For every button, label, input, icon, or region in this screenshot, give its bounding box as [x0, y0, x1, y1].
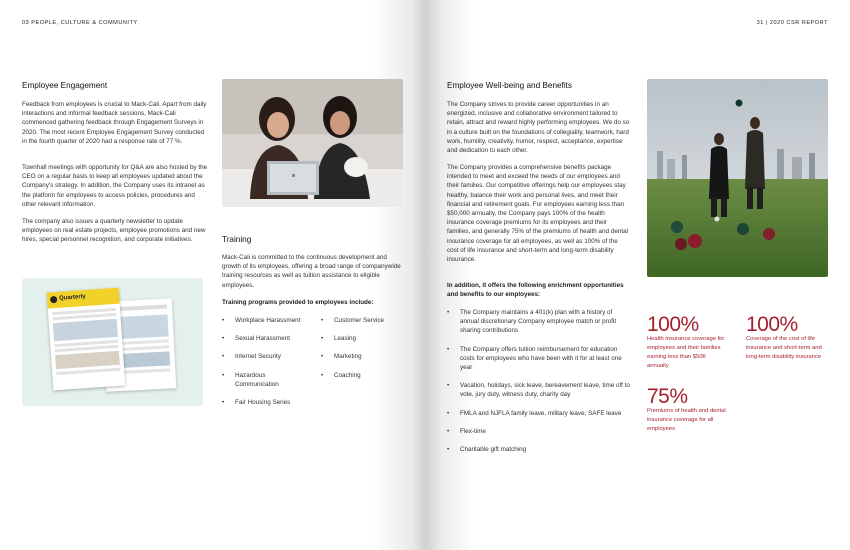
stat-value-3: 75% [647, 385, 688, 408]
list-item: • The Company offers tuition reimbursement for education costs for employees who have been with it for at least one year [447, 345, 631, 373]
page-number-header: 31 | 2020 CSR REPORT [756, 20, 828, 26]
right-page [425, 0, 850, 550]
wellbeing-paragraph-1: The Company strives to provide career opportunities in an energized, inclusive and collaborative environment tailored to retain, attract and reward highly performing employees. We do so in a culture built on the foundations of collegiality, teamwork, hard work, humility, creativity, humor, respect, acceptance, expertise and dedication to each other. [447, 101, 630, 155]
list-item: • Internet Security [222, 352, 314, 361]
wellbeing-title: Employee Well-being and Benefits [447, 81, 573, 90]
engagement-paragraph-3: The company also issues a quarterly newsletter to update employees on real estate projects, employee promotions and new hires, special personnel recognition, and corporate initiatives. [22, 218, 206, 244]
list-item: • The Company maintains a 401(k) plan with a history of annual discretionary Company employee match or profit sharing contributions [447, 308, 631, 336]
list-item: • Charitable gift matching [447, 445, 631, 454]
engagement-paragraph-1: Feedback from employees is crucial to Mack-Cali. Apart from daily interactions and informal feedback sessions, Mack-Cali commenced gathering feedback through Engagement Surveys in 2020. The most recent Employee Engagement Survey conducted in the fourth quarter of 2020 had a response rate of 77 %. [22, 101, 207, 145]
training-title: Training [222, 235, 252, 244]
training-list-col-1 [222, 316, 314, 416]
list-item: • Leasing [321, 334, 411, 343]
list-item: • Sexual Harassment [222, 334, 314, 343]
list-item: • Marketing [321, 352, 411, 361]
list-item: • Workplace Harassment [222, 316, 314, 325]
photo-rooftop-bocce [647, 79, 828, 277]
stat-value-1: 100% [647, 313, 699, 336]
stat-desc-3: Premiums of health and dental insurance coverage for all employees [647, 408, 726, 432]
benefits-list [447, 308, 631, 463]
engagement-paragraph-2: Townhall meetings with opportunity for Q&A are also hosted by the CEO on a regular basis to keep all employees updated about the Company's strategy. In addition, the Company uses its intranet as the platform for employees to access policies, procedures and other relevant information. [22, 164, 208, 208]
training-programs-heading: Training programs provided to employees include: [222, 299, 374, 306]
photo-colleagues-laptop-image [222, 79, 403, 207]
engagement-title: Employee Engagement [22, 81, 108, 90]
newsletter-title: Quarterly [58, 293, 86, 302]
list-item: • Fair Housing Series [222, 398, 314, 407]
list-item: • Vacation, holidays, sick leave, bereavement leave, time off to vote, jury duty, witness duty, charity day [447, 381, 631, 399]
stat-desc-1: Health insurance coverage for employees and their families earning less than $50K annually [647, 336, 725, 369]
training-paragraph: Mack-Cali is committed to the continuous development and growth of its employees, offering a broad range of companywide training resources as well as tuition assistance to eligible employees. [222, 254, 401, 289]
stat-value-2: 100% [746, 313, 798, 336]
list-item: • Hazardous Communication [222, 371, 293, 389]
newsletter-card [22, 278, 203, 406]
wellbeing-paragraph-2: The Company provides a comprehensive benefits package intended to meet and exceed the needs of our employees and their families. Our competitive offerings help our employees stay healthy, balance their work and personal lives, and meet their financial and retirement goals. For employees earning less than $50,000 annually, the Company pays 100% of the health insurance coverage premiums for its employees and their families, and generally 75% of the premiums of health and dental insurance coverage for all employees, as well as 100% of the cost of life insurance and short-term and long-term disability insurance. [447, 164, 628, 264]
enrichment-heading: In addition, it offers the following enrichment opportunities and benefits to our employees: [447, 282, 624, 299]
list-item: • Flex-time [447, 427, 631, 436]
list-item: • FMLA and NJFLA family leave, military leave, SAFE leave [447, 409, 631, 418]
list-item: • Coaching [321, 371, 411, 380]
training-list-col-2 [321, 316, 411, 389]
section-header: 03 PEOPLE, CULTURE & COMMUNITY [22, 20, 138, 26]
newsletter-front-page [47, 288, 126, 391]
stat-desc-2: Coverage of the cost of life insurance and short-term and long-term disability insurance [746, 336, 822, 360]
photo-rooftop-bocce-image [647, 79, 828, 277]
photo-colleagues-laptop [222, 79, 403, 207]
list-item: • Customer Service [321, 316, 411, 325]
